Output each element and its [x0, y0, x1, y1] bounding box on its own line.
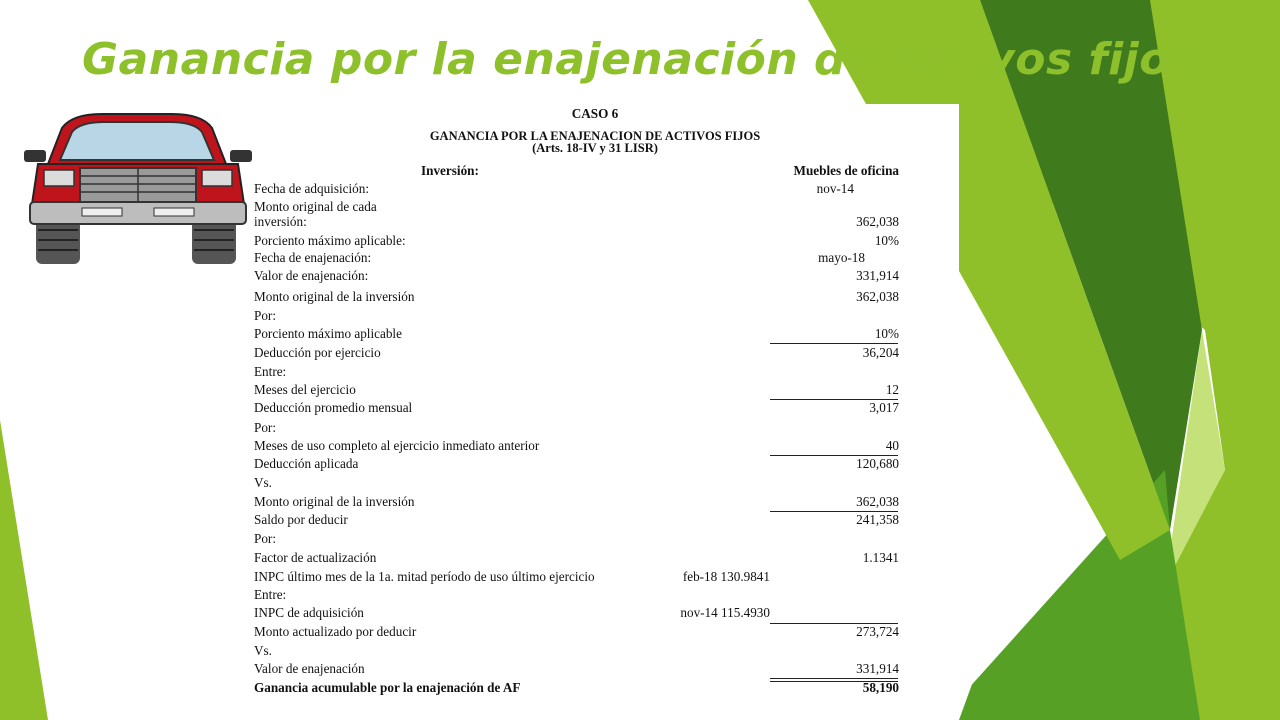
row-value: 362,038	[856, 289, 899, 304]
case-label: CASO 6	[571, 106, 619, 121]
table-row	[254, 437, 899, 455]
red-pickup-truck-icon	[22, 112, 254, 264]
row-value: 331,914	[856, 268, 899, 283]
row-label: Monto original de la inversión	[254, 289, 415, 304]
row-value: 12	[885, 382, 899, 397]
table-row	[254, 604, 899, 622]
row-label: Monto actualizado por deducir	[254, 624, 417, 639]
table-row	[254, 399, 899, 417]
row-label: INPC de adquisición	[254, 605, 364, 620]
row-value: 331,914	[856, 661, 899, 676]
table-row	[254, 493, 899, 511]
table-row	[254, 180, 899, 198]
row-label: Fecha de adquisición:	[254, 181, 369, 196]
row-value: 36,204	[862, 345, 899, 360]
column-header-value: Muebles de oficina	[793, 163, 899, 178]
row-value: 241,358	[856, 512, 899, 527]
row-value: 273,724	[856, 624, 899, 639]
row-value: nov-14	[816, 181, 854, 196]
row-label: Vs.	[254, 643, 272, 658]
green-band-left	[0, 420, 48, 720]
row-value: 3,017	[869, 400, 899, 415]
row-label: Fecha de enajenación:	[254, 250, 372, 265]
table-row	[254, 549, 899, 567]
row-label: Deducción promedio mensual	[254, 400, 413, 415]
row-label: Deducción por ejercicio	[254, 345, 381, 360]
row-label: Meses de uso completo al ejercicio inmediato anterior	[254, 438, 540, 453]
row-label: Deducción aplicada	[254, 456, 359, 471]
financial-calculation-table	[245, 104, 959, 720]
table-row	[254, 307, 899, 325]
row-inpc-value: feb-18 130.9841	[682, 569, 770, 584]
document-sheet	[245, 104, 959, 720]
table-row	[254, 642, 899, 660]
underline-rule	[770, 455, 898, 456]
table-row	[254, 530, 899, 548]
row-label: Monto original de la inversión	[254, 494, 415, 509]
row-label: Porciento máximo aplicable	[254, 326, 402, 341]
row-value: 10%	[874, 326, 899, 341]
table-row	[254, 474, 899, 492]
table-row	[254, 586, 899, 604]
row-value: 120,680	[856, 456, 899, 471]
row-label: Porciento máximo aplicable:	[254, 233, 406, 248]
sheet-torn-edge	[959, 540, 999, 720]
row-value: 362,038	[856, 494, 899, 509]
underline-rule	[770, 399, 898, 400]
row-inpc-value: nov-14 115.4930	[680, 605, 770, 620]
table-row	[254, 660, 899, 678]
underline-rule	[770, 511, 898, 512]
underline-rule	[770, 343, 898, 344]
slide-title: Ganancia por la enajenación de activos fijos	[82, 34, 1197, 85]
table-row	[254, 288, 899, 306]
row-label: Saldo por deducir	[254, 512, 348, 527]
row-value: mayo-18	[818, 250, 865, 265]
row-label: Valor de enajenación:	[254, 268, 369, 283]
row-label: Meses del ejercicio	[254, 382, 356, 397]
table-row	[254, 419, 899, 437]
table-row	[254, 344, 899, 362]
table-row	[254, 249, 899, 267]
document-heading: GANANCIA POR LA ENAJENACION DE ACTIVOS FIJOS	[429, 129, 761, 143]
row-label: Ganancia acumulable por la enajenación de AF	[254, 680, 521, 695]
table-row	[254, 325, 899, 343]
table-row	[254, 363, 899, 381]
row-label: Entre:	[254, 587, 287, 602]
row-value: 362,038	[856, 214, 899, 229]
table-row	[254, 213, 899, 231]
row-label: Monto original de cada	[254, 199, 377, 214]
table-row	[254, 267, 899, 285]
row-label: Por:	[254, 420, 276, 435]
underline-rule	[770, 623, 898, 624]
row-label: INPC último mes de la 1a. mitad período de uso último ejercicio	[254, 569, 595, 584]
document-subheading: (Arts. 18-IV y 31 LISR)	[532, 141, 658, 155]
table-row	[254, 381, 899, 399]
row-label: Valor de enajenación	[254, 661, 365, 676]
row-label: inversión:	[254, 214, 307, 229]
row-label: Entre:	[254, 364, 287, 379]
row-value: 10%	[874, 233, 899, 248]
row-label: Factor de actualización	[254, 550, 377, 565]
table-row	[254, 455, 899, 473]
row-value: 1.1341	[862, 550, 899, 565]
column-header-label: Inversión:	[421, 163, 479, 178]
row-label: Por:	[254, 531, 276, 546]
row-value: 40	[885, 438, 899, 453]
underline-rule	[770, 678, 898, 682]
table-row	[254, 232, 899, 250]
row-value: 58,190	[862, 680, 899, 695]
table-row	[254, 623, 899, 641]
table-row	[254, 511, 899, 529]
table-row	[254, 568, 899, 586]
column-header-row	[254, 162, 899, 180]
row-label: Vs.	[254, 475, 272, 490]
row-label: Por:	[254, 308, 276, 323]
